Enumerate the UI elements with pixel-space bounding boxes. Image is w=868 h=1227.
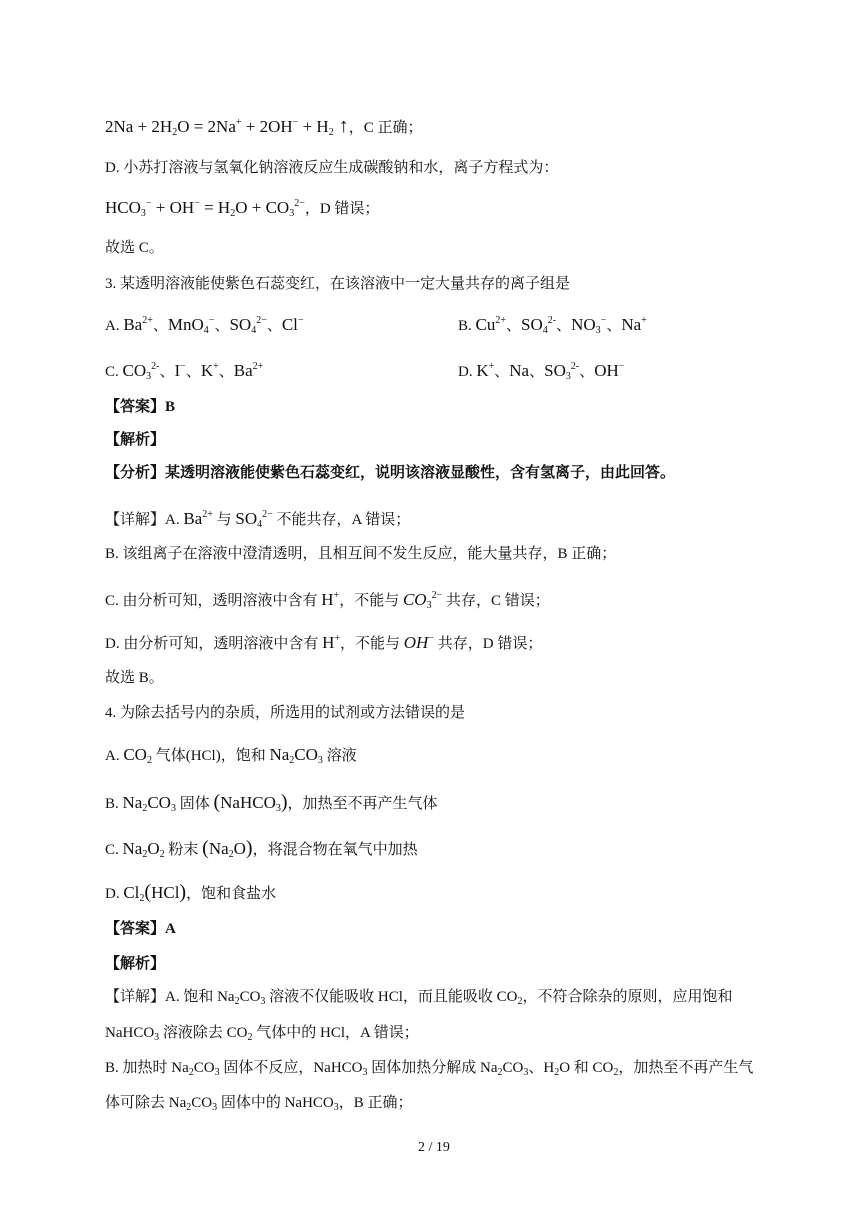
text-line-20: 【答案】A: [105, 921, 176, 937]
text-line-6: C. $CO_3^{2-}$、I−、K+、$Ba^{2+}$: [105, 361, 264, 382]
text-line-13: D. 由分析可知，透明溶液中含有 H+，不能与 OH− 共存，D 错误；: [105, 633, 543, 652]
text-line-12: C. 由分析可知，透明溶液中含有 H+，不能与 $CO_3^{2-}$ 共存，C 错误；: [105, 590, 550, 611]
text-line-2: $HCO_3^- + OH^- = H_2O + CO_3^{2-}$，D 错误；: [105, 198, 380, 219]
text-line-16: A. $CO_2$ 气体(HCl)，饱和 $Na_2CO_3$ 溶液: [105, 745, 357, 766]
text-line-0: $2Na + 2H_2O = 2Na^+ + 2OH^- + H_2$ ↑，C 正确；: [105, 115, 423, 138]
text-line-4: 3. 某透明溶液能使紫色石蕊变红，在该溶液中一定大量共存的离子组是: [105, 276, 571, 292]
text-line-25: 体可除去 $Na_2CO_3$ 固体中的 NaHCO$_3$，B 正确；: [105, 1095, 413, 1113]
option-right-1: D. K+、Na、$SO_3^{2-}$、OH−: [458, 361, 625, 382]
text-line-9: 【分析】某透明溶液能使紫色石蕊变红，说明该溶液显酸性，含有氢离子，由此回答。: [105, 465, 676, 481]
text-line-17: B. $Na_2CO_3$ 固体 (NaHCO$_3$)，加热至不再产生气体: [105, 791, 438, 814]
text-line-22: 【详解】A. 饱和 $Na_2CO_3$ 溶液不仅能吸收 HCl，而且能吸收 $CO_2$，不符合除杂的原则，应用饱和: [105, 989, 733, 1007]
text-line-1: D. 小苏打溶液与氢氧化钠溶液反应生成碳酸钠和水，离子方程式为：: [105, 160, 559, 176]
text-line-21: 【解析】: [105, 956, 166, 972]
option-right-0: B. $Cu^{2+}$、$SO_4^{2-}$、$NO_3^-$、Na+: [458, 315, 647, 336]
text-line-14: 故选 B。: [105, 670, 164, 686]
text-line-8: 【解析】: [105, 432, 166, 448]
text-line-18: C. $Na_2O_2$ 粉末 $(Na_2O)$，将混合物在氧气中加热: [105, 837, 418, 860]
text-line-5: A. $Ba^{2+}$、MnO$_4$−、$SO_4^{2-}$、Cl−: [105, 315, 304, 336]
text-line-24: B. 加热时 $Na_2CO_3$ 固体不反应，NaHCO$_3$ 固体加热分解成 $Na_2CO_3$、$H_2O$ 和 $CO_2$，加热至不再产生气: [105, 1060, 754, 1078]
text-line-3: 故选 C。: [105, 240, 164, 256]
text-line-23: NaHCO$_3$ 溶液除去 $CO_2$ 气体中的 HCl，A 错误；: [105, 1025, 419, 1043]
page-number: 2 / 19: [418, 1140, 450, 1155]
text-line-11: B. 该组离子在溶液中澄清透明，且相互间不发生反应，能大量共存，B 正确；: [105, 546, 617, 562]
text-line-10: 【详解】A. $Ba^{2+}$ 与 $SO_4^{2-}$ 不能共存，A 错误；: [105, 509, 411, 530]
text-line-19: D. $Cl_2(HCl)$，饱和食盐水: [105, 881, 277, 904]
text-line-15: 4. 为除去括号内的杂质，所选用的试剂或方法错误的是: [105, 705, 466, 721]
text-line-7: 【答案】B: [105, 399, 176, 415]
